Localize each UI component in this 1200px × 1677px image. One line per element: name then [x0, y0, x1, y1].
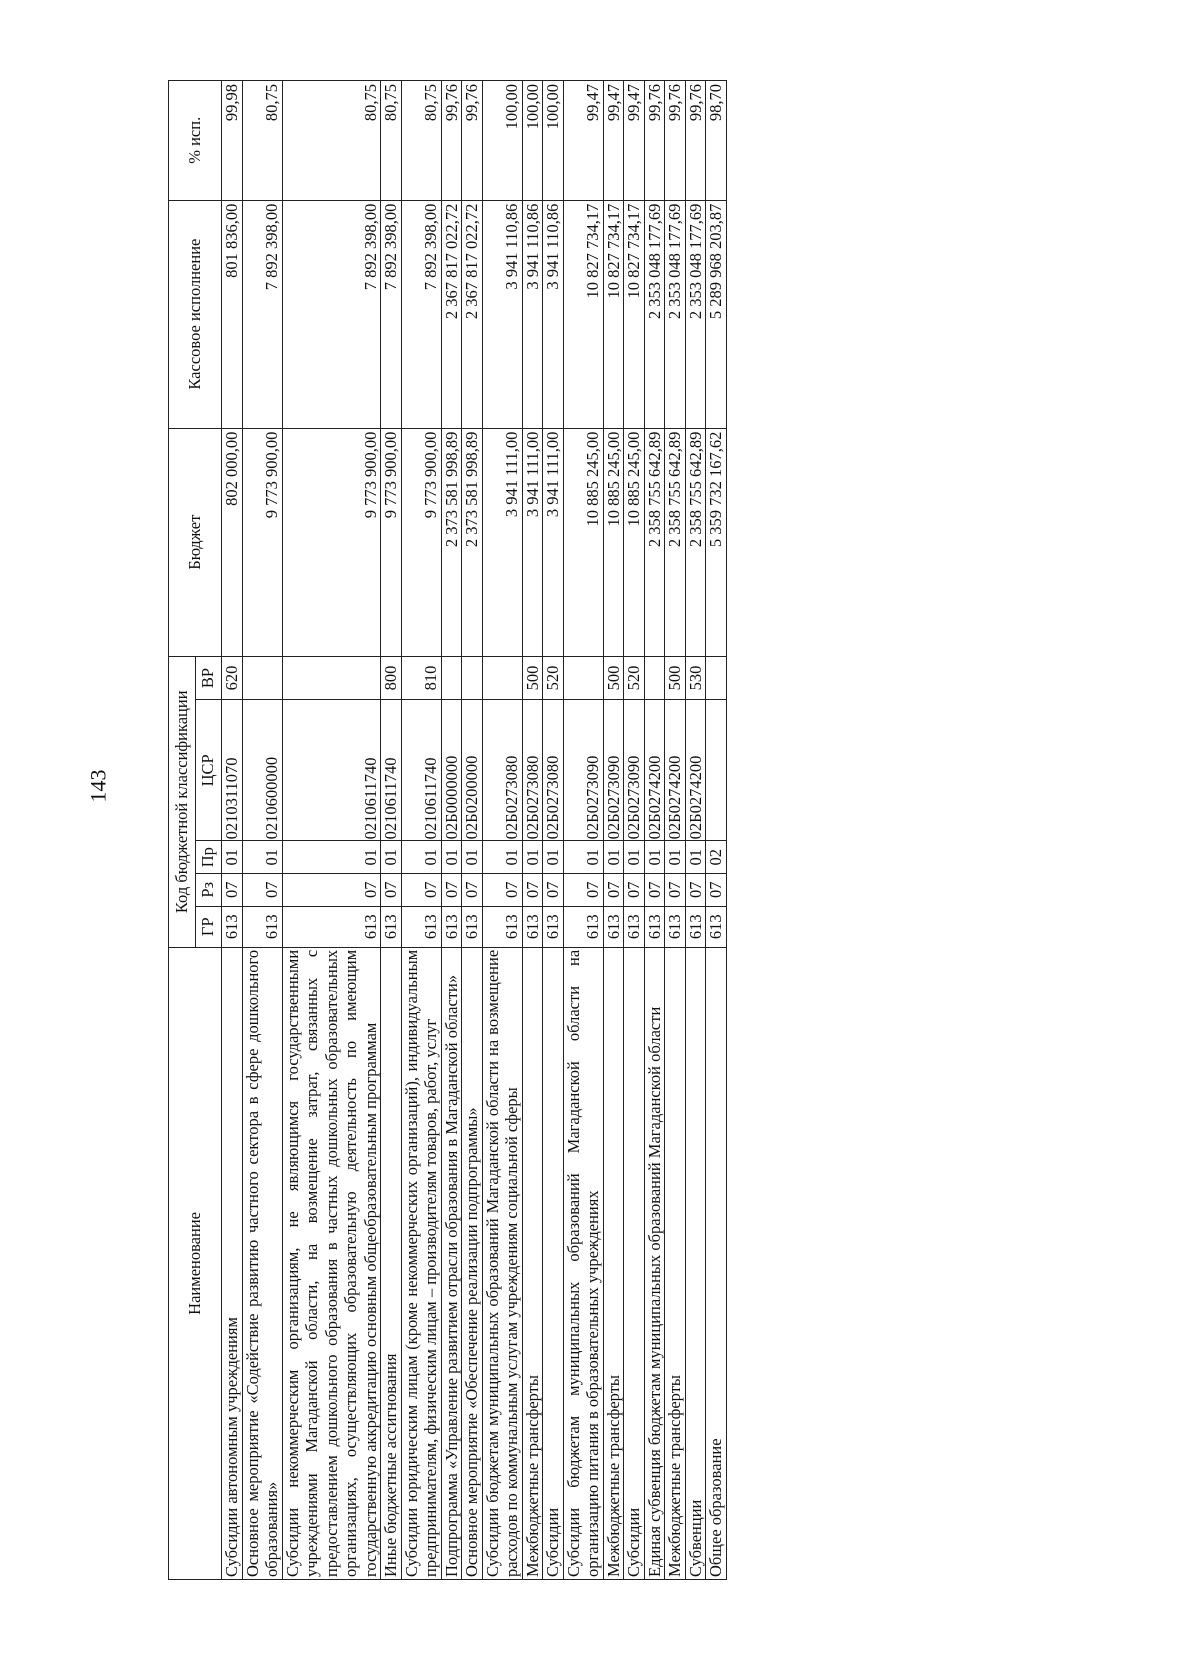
cell-rz: 07: [644, 873, 665, 906]
cell-pct: 99,98: [222, 81, 243, 201]
cell-pr: 01: [563, 841, 603, 874]
cell-cash: 10 827 734,17: [563, 200, 603, 428]
header-budget: Бюджет: [169, 428, 222, 656]
cell-pr: 01: [222, 841, 243, 874]
cell-cash: 3 941 110,86: [522, 200, 543, 428]
cell-rz: 07: [441, 873, 462, 906]
cell-gr: 613: [685, 906, 706, 947]
cell-pct: 80,75: [401, 81, 441, 201]
cell-budget: 10 885 245,00: [563, 428, 603, 656]
cell-budget: 3 941 111,00: [522, 428, 543, 656]
cell-name: Межбюджетные трансферты: [603, 947, 624, 1579]
cell-budget: 5 359 732 167,62: [706, 428, 727, 656]
cell-pct: 99,76: [441, 81, 462, 201]
cell-cash: 7 892 398,00: [282, 200, 381, 428]
cell-vr: 810: [401, 656, 441, 699]
cell-name: Межбюджетные трансферты: [522, 947, 543, 1579]
cell-pr: 01: [401, 841, 441, 874]
cell-name: Межбюджетные трансферты: [665, 947, 686, 1579]
cell-pct: 80,75: [381, 81, 402, 201]
cell-pct: 80,75: [282, 81, 381, 201]
cell-pct: 99,76: [665, 81, 686, 201]
header-name: Наименование: [169, 947, 222, 1579]
cell-rz: 07: [543, 873, 564, 906]
cell-name: Общее образование: [706, 947, 727, 1579]
cell-pct: 99,47: [603, 81, 624, 201]
cell-budget: 2 358 755 642,89: [665, 428, 686, 656]
cell-csr: 02Б0274200: [685, 700, 706, 841]
table-row: [706, 81, 727, 1580]
cell-csr: 0210611740: [282, 700, 381, 841]
cell-budget: 9 773 900,00: [242, 428, 282, 656]
cell-pr: 02: [706, 841, 727, 874]
cell-vr: [462, 656, 483, 699]
cell-gr: 613: [441, 906, 462, 947]
cell-name: Субсидии: [624, 947, 645, 1579]
cell-gr: 613: [401, 906, 441, 947]
cell-name: Субсидии некоммерческим организациям, не являющимся государственными учреждениями Магаданской области, на возмещение затрат, связанных с предоставлением дошкольного образования в частных дошкольных образовательных организациях, осуществляющих образовательную деятельность по имеющим государственную аккредитацию основным общеобразовательным программам: [282, 947, 381, 1579]
table-row: [665, 81, 686, 1580]
page-number: 143: [85, 769, 111, 803]
cell-csr: 02Б0273090: [563, 700, 603, 841]
cell-gr: 613: [543, 906, 564, 947]
cell-pct: 99,47: [624, 81, 645, 201]
cell-vr: 520: [543, 656, 564, 699]
cell-gr: 613: [563, 906, 603, 947]
cell-rz: 07: [401, 873, 441, 906]
cell-vr: [242, 656, 282, 699]
table-row: [624, 81, 645, 1580]
cell-cash: 2 367 817 022,72: [441, 200, 462, 428]
cell-pr: 01: [381, 841, 402, 874]
table-row: [644, 81, 665, 1580]
cell-vr: [563, 656, 603, 699]
cell-budget: 9 773 900,00: [401, 428, 441, 656]
cell-pr: 01: [282, 841, 381, 874]
cell-cash: 801 836,00: [222, 200, 243, 428]
cell-rz: 07: [222, 873, 243, 906]
cell-cash: 3 941 110,86: [543, 200, 564, 428]
cell-budget: 3 941 111,00: [543, 428, 564, 656]
cell-gr: 613: [603, 906, 624, 947]
cell-cash: 7 892 398,00: [242, 200, 282, 428]
cell-csr: 02Б0273090: [624, 700, 645, 841]
cell-pr: 01: [603, 841, 624, 874]
cell-pct: 100,00: [482, 81, 522, 201]
header-cash: Кассовое исполнение: [169, 200, 222, 428]
cell-cash: 5 289 968 203,87: [706, 200, 727, 428]
cell-pr: 01: [242, 841, 282, 874]
cell-name: Иные бюджетные ассигнования: [381, 947, 402, 1579]
cell-csr: 02Б0273080: [522, 700, 543, 841]
cell-rz: 07: [381, 873, 402, 906]
cell-gr: 613: [282, 906, 381, 947]
cell-gr: 613: [242, 906, 282, 947]
cell-vr: 520: [624, 656, 645, 699]
header-rz: Рз: [195, 873, 222, 906]
header-csr: ЦСР: [195, 700, 222, 841]
table-row: [222, 81, 243, 1580]
cell-pr: 01: [644, 841, 665, 874]
cell-cash: 2 353 048 177,69: [685, 200, 706, 428]
cell-csr: [706, 700, 727, 841]
cell-rz: 07: [482, 873, 522, 906]
cell-csr: 02Б0273090: [603, 700, 624, 841]
cell-vr: 620: [222, 656, 243, 699]
cell-csr: 0210311070: [222, 700, 243, 841]
cell-pct: 99,76: [462, 81, 483, 201]
cell-gr: 613: [222, 906, 243, 947]
cell-budget: 9 773 900,00: [381, 428, 402, 656]
cell-name: Субсидии бюджетам муниципальных образований Магаданской области на возмещение расходов по коммунальным услугам учреждениям социальной сферы: [482, 947, 522, 1579]
cell-pr: 01: [685, 841, 706, 874]
cell-pr: 01: [543, 841, 564, 874]
cell-budget: 9 773 900,00: [282, 428, 381, 656]
cell-name: Субсидии юридическим лицам (кроме некоммерческих организаций), индивидуальным предпринимателям, физическим лицам – производителям товаров, работ, услуг: [401, 947, 441, 1579]
cell-budget: 3 941 111,00: [482, 428, 522, 656]
cell-budget: 802 000,00: [222, 428, 243, 656]
cell-name: Субсидии бюджетам муниципальных образований Магаданской области на организацию питания в образовательных учреждениях: [563, 947, 603, 1579]
table-row: [482, 81, 522, 1580]
cell-pr: 01: [482, 841, 522, 874]
cell-cash: 7 892 398,00: [381, 200, 402, 428]
cell-gr: 613: [644, 906, 665, 947]
cell-pr: 01: [624, 841, 645, 874]
cell-pct: 99,47: [563, 81, 603, 201]
cell-name: Субсидии автономным учреждениям: [222, 947, 243, 1579]
table-row: [603, 81, 624, 1580]
cell-pr: 01: [522, 841, 543, 874]
cell-rz: 07: [242, 873, 282, 906]
cell-csr: 02Б0274200: [644, 700, 665, 841]
cell-gr: 613: [706, 906, 727, 947]
cell-cash: 2 353 048 177,69: [665, 200, 686, 428]
header-pr: Пр: [195, 841, 222, 874]
cell-name: Субсидии: [543, 947, 564, 1579]
cell-pct: 100,00: [543, 81, 564, 201]
cell-vr: [282, 656, 381, 699]
table-row: [381, 81, 402, 1580]
cell-vr: 500: [603, 656, 624, 699]
cell-cash: 10 827 734,17: [603, 200, 624, 428]
cell-name: Основное мероприятие «Содействие развитию частного сектора в сфере дошкольного образования»: [242, 947, 282, 1579]
cell-csr: 02Б0273080: [482, 700, 522, 841]
budget-table: [168, 80, 727, 1580]
cell-pct: 100,00: [522, 81, 543, 201]
cell-budget: 2 358 755 642,89: [644, 428, 665, 656]
cell-name: Подпрограмма «Управление развитием отрасли образования в Магаданской области»: [441, 947, 462, 1579]
table-row: [563, 81, 603, 1580]
table-row: [522, 81, 543, 1580]
cell-rz: 07: [624, 873, 645, 906]
table-row: [282, 81, 381, 1580]
cell-rz: 07: [665, 873, 686, 906]
cell-cash: 7 892 398,00: [401, 200, 441, 428]
cell-name: Единая субвенция бюджетам муниципальных образований Магаданской области: [644, 947, 665, 1579]
cell-pr: 01: [665, 841, 686, 874]
cell-vr: [441, 656, 462, 699]
cell-budget: 2 358 755 642,89: [685, 428, 706, 656]
table-row: [685, 81, 706, 1580]
cell-pct: 99,76: [644, 81, 665, 201]
cell-gr: 613: [522, 906, 543, 947]
cell-csr: 02Б0274200: [665, 700, 686, 841]
cell-cash: 2 367 817 022,72: [462, 200, 483, 428]
cell-gr: 613: [665, 906, 686, 947]
cell-rz: 07: [563, 873, 603, 906]
table-row: [441, 81, 462, 1580]
cell-budget: 2 373 581 998,89: [441, 428, 462, 656]
cell-budget: 10 885 245,00: [603, 428, 624, 656]
table-row: [462, 81, 483, 1580]
cell-gr: 613: [482, 906, 522, 947]
cell-pr: 01: [462, 841, 483, 874]
cell-pct: 80,75: [242, 81, 282, 201]
cell-name: Основное мероприятие «Обеспечение реализации подпрограммы»: [462, 947, 483, 1579]
cell-rz: 07: [603, 873, 624, 906]
table-body: [222, 81, 727, 1580]
cell-rz: 07: [685, 873, 706, 906]
cell-vr: [706, 656, 727, 699]
cell-rz: 07: [282, 873, 381, 906]
cell-name: Субвенции: [685, 947, 706, 1579]
cell-csr: 02Б0000000: [441, 700, 462, 841]
cell-gr: 613: [462, 906, 483, 947]
cell-pct: 99,76: [685, 81, 706, 201]
cell-vr: 800: [381, 656, 402, 699]
cell-csr: 02Б0200000: [462, 700, 483, 841]
cell-rz: 07: [522, 873, 543, 906]
cell-gr: 613: [381, 906, 402, 947]
cell-budget: 10 885 245,00: [624, 428, 645, 656]
cell-csr: 0210611740: [401, 700, 441, 841]
cell-gr: 613: [624, 906, 645, 947]
cell-pr: 01: [441, 841, 462, 874]
cell-vr: [644, 656, 665, 699]
header-code-group: Код бюджетной классификации: [169, 656, 196, 947]
cell-cash: 10 827 734,17: [624, 200, 645, 428]
cell-cash: 3 941 110,86: [482, 200, 522, 428]
cell-vr: [482, 656, 522, 699]
rotated-table-container: [168, 80, 727, 1580]
cell-csr: 0210611740: [381, 700, 402, 841]
cell-csr: 02Б0273080: [543, 700, 564, 841]
cell-vr: 500: [522, 656, 543, 699]
cell-csr: 0210600000: [242, 700, 282, 841]
cell-vr: 500: [665, 656, 686, 699]
table-row: [543, 81, 564, 1580]
header-vr: ВР: [195, 656, 222, 699]
table-row: [401, 81, 441, 1580]
cell-vr: 530: [685, 656, 706, 699]
cell-rz: 07: [706, 873, 727, 906]
cell-budget: 2 373 581 998,89: [462, 428, 483, 656]
header-gr: ГР: [195, 906, 222, 947]
cell-rz: 07: [462, 873, 483, 906]
header-pct: % исп.: [169, 81, 222, 201]
cell-cash: 2 353 048 177,69: [644, 200, 665, 428]
cell-pct: 98,70: [706, 81, 727, 201]
table-row: [242, 81, 282, 1580]
